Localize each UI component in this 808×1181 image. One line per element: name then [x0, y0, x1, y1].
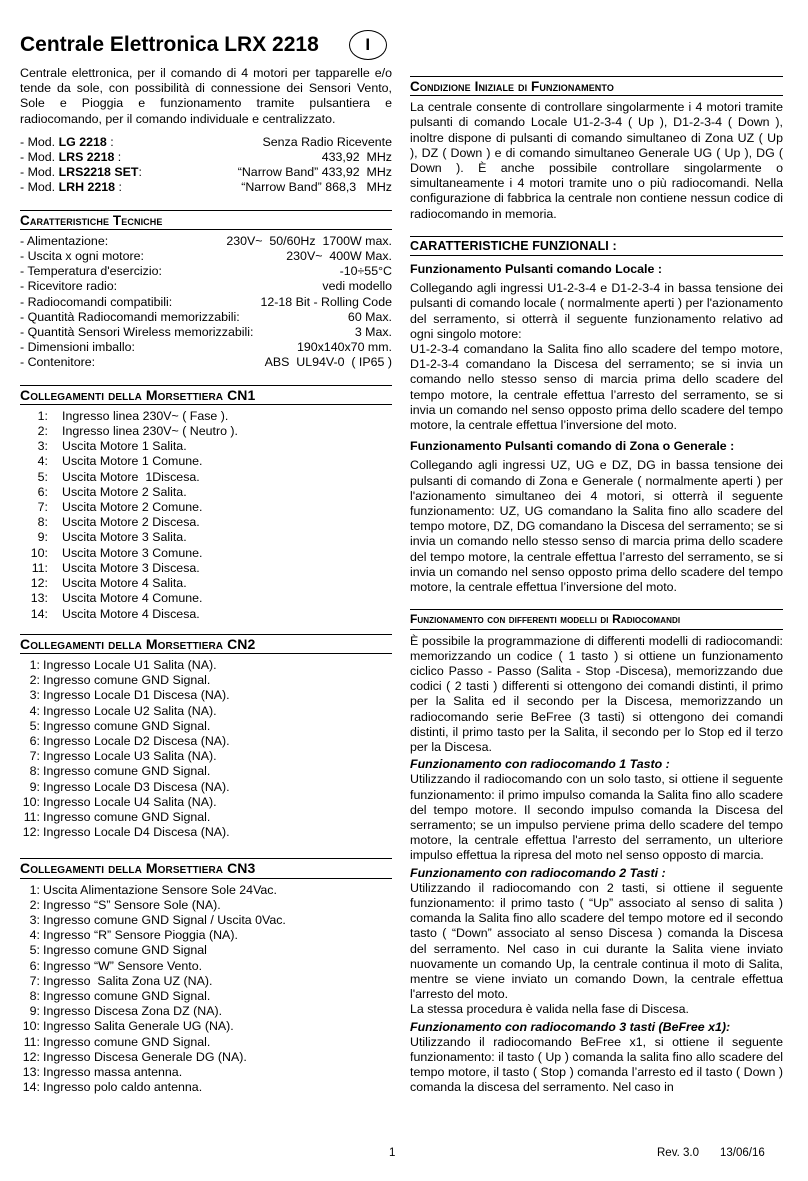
spec-key: - Quantità Sensori Wireless memorizzabili:: [20, 325, 254, 340]
model-description: “Narrow Band” 868,3 MHz: [241, 180, 392, 195]
terminal-description: Uscita Motore 3 Salita.: [62, 530, 187, 545]
terminal-description: Ingresso Locale D2 Discesa (NA).: [43, 733, 230, 748]
terminal-number: 10:: [30, 545, 48, 560]
radio-3-paragraph: Utilizzando il radiocomando BeFree x1, si ottiene il seguente funzionamento: il tasto ( Up ) comanda la salita fino allo scadere del tempo motore, il tasto ( Stop ) comanda l’arresto ed il tasto ( Down ) comanda la discesa del serramento. Nel caso in: [410, 1034, 783, 1095]
terminal-description: Uscita Motore 2 Discesa.: [62, 515, 200, 530]
model-prefix: - Mod.: [20, 180, 59, 195]
terminal-description: Ingresso comune GND Signal.: [43, 988, 211, 1003]
terminal-number: 9:: [29, 779, 40, 794]
terminal-number: 3:: [37, 439, 48, 454]
spec-key: - Dimensioni imballo:: [20, 340, 135, 355]
page-title: [20, 28, 392, 62]
terminal-description: Ingresso Locale U3 Salita (NA).: [43, 749, 217, 764]
spec-row: [20, 249, 392, 264]
cn2-item: [20, 658, 392, 673]
terminal-description: Ingresso comune GND Signal.: [43, 673, 211, 688]
terminal-description: Ingresso Locale U1 Salita (NA).: [43, 657, 217, 672]
terminal-number: 4:: [37, 454, 48, 469]
cn3-item: [20, 883, 392, 898]
terminal-number: 2:: [29, 897, 40, 912]
terminal-description: Ingresso linea 230V~ ( Fase ).: [62, 408, 229, 423]
model-prefix: - Mod.: [20, 150, 59, 165]
cn2-list: [20, 658, 392, 840]
local-title: Funzionamento Pulsanti comando Locale :: [410, 262, 662, 277]
spec-row: [20, 355, 392, 370]
terminal-description: Ingresso comune GND Signal / Uscita 0Vac.: [43, 912, 286, 927]
terminal-number: 8:: [37, 515, 48, 530]
terminal-number: 5:: [37, 469, 48, 484]
terminal-description: Ingresso comune GND Signal.: [43, 718, 211, 733]
cn1-item: [20, 546, 392, 561]
radio-1-title: Funzionamento con radiocomando 1 Tasto :: [410, 757, 670, 772]
spec-row: [20, 295, 392, 310]
model-description: 433,92 MHz: [321, 150, 392, 165]
terminal-number: 7:: [29, 973, 40, 988]
model-row: [20, 150, 392, 165]
terminal-description: Uscita Motore 1 Comune.: [62, 454, 203, 469]
cn2-item: [20, 795, 392, 810]
model-label: [20, 150, 150, 165]
terminal-description: Ingresso Locale D3 Discesa (NA).: [43, 779, 230, 794]
spec-row: [20, 310, 392, 325]
cn3-item: [20, 928, 392, 943]
cn1-item: [20, 439, 392, 454]
revision: Rev. 3.0: [657, 1147, 699, 1159]
model-name: LG 2218: [58, 134, 107, 149]
terminal-description: Uscita Alimentazione Sensore Sole 24Vac.: [43, 882, 277, 897]
spec-row: [20, 325, 392, 340]
terminal-number: 11:: [23, 809, 40, 824]
terminal-number: 12:: [30, 576, 48, 591]
terminal-description: Uscita Motore 4 Salita.: [62, 576, 187, 591]
terminal-number: 6:: [29, 733, 40, 748]
radio-paragraph: È possibile la programmazione di differenti modelli di radiocomandi: memorizzando un codice ( 1 tasto ) si ottiene un funzionamento ciclico Passo - Passo (Salita - Stop -Discesa), memorizzando due codici ( 2 tasti ) differenti si ottengono dei comandi distinti, il primo per la Salita ed il secondo per la Discesa, memorizzando un radiocomando serie BeFree (3 tasti) si ottengono dei comandi distinti, il primo tasto per la Salita, il secondo per lo Stop ed il terzo per la Discesa.: [410, 633, 783, 754]
terminal-number: 7:: [29, 749, 40, 764]
cn2-item: [20, 764, 392, 779]
cn3-item: [20, 1035, 392, 1050]
terminal-description: Ingresso comune GND Signal: [43, 943, 207, 958]
spec-value: 60 Max.: [347, 309, 392, 324]
terminal-number: 11:: [31, 560, 48, 575]
terminal-description: Uscita Motore 2 Comune.: [62, 500, 203, 515]
terminal-description: Ingresso “S” Sensore Sole (NA).: [43, 897, 221, 912]
spec-value: ABS UL94V-0 ( IP65 ): [264, 355, 392, 370]
terminal-description: Uscita Motore 2 Salita.: [62, 484, 187, 499]
title-text: Centrale Elettronica LRX 2218: [20, 33, 319, 57]
spec-row: [20, 279, 392, 294]
section-heading-radio: Funzionamento con differenti modelli di Radiocomandi: [410, 609, 783, 629]
cn3-item: [20, 1080, 392, 1095]
left-column: [20, 28, 392, 1095]
model-row: [20, 165, 392, 180]
terminal-description: Ingresso Locale U4 Salita (NA).: [43, 794, 217, 809]
radio-3-title: Funzionamento con radiocomando 3 tasti (BeFree x1):: [410, 1019, 731, 1034]
condition-paragraph: La centrale consente di controllare singolarmente i 4 motori tramite pulsanti di comando Locale U1-2-3-4 ( Up ), D1-2-3-4 ( Down ), inoltre dispone di pulsanti di comando simultaneo di Zona UZ ( Up ), DZ ( Down ) e di comando simultaneo Generale UG ( Up ), DG ( Down ). È anche possibile controllare singolarmente o simultaneamente i 4 motori tramite uno o più radiocomandi. Nella configurazione di fabbrica la centrale non contiene nessun codice di radiocomando in memoria.: [410, 100, 783, 221]
cn3-item: [20, 943, 392, 958]
cn2-item: [20, 688, 392, 703]
cn1-list: [20, 409, 392, 622]
cn1-item: [20, 409, 392, 424]
terminal-description: Uscita Motore 3 Comune.: [62, 545, 203, 560]
model-prefix: - Mod.: [20, 134, 59, 149]
terminal-number: 14:: [22, 1080, 40, 1095]
section-heading-cn2: Collegamenti della Morsettiera CN2: [20, 634, 392, 654]
cn1-item: [20, 470, 392, 485]
cn1-item: [20, 424, 392, 439]
cn3-item: [20, 974, 392, 989]
terminal-description: Ingresso Locale D4 Discesa (NA).: [43, 825, 230, 840]
cn3-item: [20, 959, 392, 974]
cn3-item: [20, 898, 392, 913]
radio-2-paragraph-2: La stessa procedura è valida nella fase di Discesa.: [410, 1002, 689, 1017]
spec-value: 190x140x70 mm.: [296, 340, 392, 355]
spec-value: 230V~ 400W Max.: [286, 249, 392, 264]
model-suffix: :: [115, 180, 122, 195]
model-row: [20, 180, 392, 195]
cn3-list: [20, 883, 392, 1096]
terminal-description: Ingresso polo caldo antenna.: [43, 1080, 203, 1095]
spec-value: -10÷55°C: [339, 264, 392, 279]
intro-paragraph: Centrale elettronica, per il comando di 4 motori per tapparelle e/o tende da sole, con possibilità di connessione dei Sensori Vento, Sole e Pioggia e funzionamento tramite pulsantiera e radiocomando, per il comando individuale e centralizzato.: [20, 66, 392, 126]
model-description: Senza Radio Ricevente: [262, 134, 392, 149]
page-number: 1: [389, 1147, 396, 1159]
model-suffix: :: [138, 165, 142, 180]
spec-key: - Quantità Radiocomandi memorizzabili:: [20, 309, 240, 324]
terminal-number: 4:: [29, 703, 40, 718]
model-name: LRH 2218: [58, 180, 116, 195]
section-heading-condition: Condizione Iniziale di Funzionamento: [410, 76, 783, 96]
model-prefix: - Mod.: [20, 165, 59, 180]
terminal-description: Ingresso comune GND Signal.: [43, 1034, 211, 1049]
spec-value: 3 Max.: [354, 325, 392, 340]
terminal-number: 1:: [37, 408, 48, 423]
terminal-description: Uscita Motore 1Discesa.: [62, 469, 200, 484]
terminal-number: 12:: [22, 825, 40, 840]
terminal-description: Ingresso Locale U2 Salita (NA).: [43, 703, 217, 718]
terminal-number: 2:: [29, 673, 40, 688]
terminal-number: 7:: [37, 500, 48, 515]
terminal-number: 5:: [29, 943, 40, 958]
cn2-item: [20, 734, 392, 749]
model-suffix: :: [114, 150, 122, 165]
model-name: LRS2218 SET: [58, 165, 139, 180]
spec-row: [20, 234, 392, 249]
cn1-item: [20, 454, 392, 469]
terminal-number: 9:: [37, 530, 48, 545]
terminal-description: Ingresso Discesa Zona DZ (NA).: [43, 1004, 223, 1019]
spec-value: vedi modello: [322, 279, 392, 294]
local-paragraph-2: U1-2-3-4 comandano la Salita fino allo scadere del tempo motore, D1-2-3-4 comandano la Discesa del serramento; se si invia un comando nello stesso senso di marcia prima dello scadere del tempo motore, la centrale effettua l’arresto del serramento, se si invia un comando nel senso opposto prima dello scadere del tempo motore, la centrale effettua l’inversione del moto.: [410, 342, 783, 433]
language-badge: I: [349, 30, 387, 60]
terminal-number: 8:: [29, 988, 40, 1003]
terminal-number: 12:: [22, 1049, 40, 1064]
model-name: LRS 2218: [58, 150, 115, 165]
cn3-item: [20, 913, 392, 928]
terminal-number: 10:: [22, 1019, 40, 1034]
cn1-item: [20, 576, 392, 591]
cn2-item: [20, 704, 392, 719]
cn3-item: [20, 989, 392, 1004]
terminal-description: Ingresso comune GND Signal.: [43, 809, 211, 824]
spec-key: - Contenitore:: [20, 355, 96, 370]
terminal-description: Ingresso Salita Zona UZ (NA).: [43, 973, 213, 988]
section-heading-tech: Caratteristiche Tecniche: [20, 210, 392, 230]
terminal-description: Ingresso linea 230V~ ( Neutro ).: [62, 424, 238, 439]
radio-2-title: Funzionamento con radiocomando 2 Tasti :: [410, 865, 666, 880]
section-heading-cn3: Collegamenti della Morsettiera CN3: [20, 858, 392, 878]
terminal-number: 5:: [29, 718, 40, 733]
tech-specs: [20, 234, 392, 371]
terminal-description: Ingresso “W” Sensore Vento.: [43, 958, 203, 973]
terminal-number: 1:: [29, 657, 40, 672]
terminal-description: Uscita Motore 4 Comune.: [62, 591, 203, 606]
cn3-item: [20, 1065, 392, 1080]
cn2-item: [20, 749, 392, 764]
model-label: [20, 180, 150, 195]
terminal-number: 13:: [22, 1064, 40, 1079]
spec-value: 230V~ 50/60Hz 1700W max.: [226, 233, 392, 248]
spec-key: - Alimentazione:: [20, 233, 109, 248]
spec-value: 12-18 Bit - Rolling Code: [260, 294, 392, 309]
spec-key: - Temperatura d'esercizio:: [20, 264, 162, 279]
model-row: [20, 135, 392, 150]
zone-title: Funzionamento Pulsanti comando di Zona o Generale :: [410, 439, 735, 454]
terminal-number: 3:: [29, 912, 40, 927]
model-suffix: :: [106, 134, 114, 149]
terminal-number: 8:: [29, 764, 40, 779]
cn2-item: [20, 719, 392, 734]
terminal-description: Uscita Motore 1 Salita.: [62, 439, 187, 454]
terminal-number: 4:: [29, 928, 40, 943]
spec-key: - Ricevitore radio:: [20, 279, 118, 294]
radio-1-paragraph: Utilizzando il radiocomando con un solo tasto, si ottiene il seguente funzionamento: il primo impulso comanda la Salita fino allo scadere del tempo motore. Il secondo impulso comanda la Discesa del serramento; se un impulso perviene prima dello scadere del tempo motore, la centrale effettua l'arresto del serramento, un ulteriore impulso effettua la ripresa del moto nel senso opposto di marcia.: [410, 772, 783, 863]
cn1-item: [20, 607, 392, 622]
terminal-number: 6:: [37, 484, 48, 499]
cn1-item: [20, 530, 392, 545]
cn3-item: [20, 1019, 392, 1034]
model-description: “Narrow Band” 433,92 MHz: [237, 165, 392, 180]
terminal-description: Ingresso massa antenna.: [43, 1064, 183, 1079]
section-heading-cn1: Collegamenti della Morsettiera CN1: [20, 385, 392, 405]
terminal-number: 1:: [29, 882, 40, 897]
terminal-description: Ingresso “R” Sensore Pioggia (NA).: [43, 928, 238, 943]
terminal-description: Ingresso comune GND Signal.: [43, 764, 211, 779]
spec-key: - Uscita x ogni motore:: [20, 249, 144, 264]
model-label: [20, 165, 150, 180]
spec-row: [20, 264, 392, 279]
terminal-description: Uscita Motore 4 Discesa.: [62, 606, 200, 621]
cn2-item: [20, 780, 392, 795]
cn2-item: [20, 825, 392, 840]
radio-2-paragraph: Utilizzando il radiocomando con 2 tasti, si ottiene il seguente funzionamento: il primo tasto ( “Up” associato al senso di salita ) comanda la Salita fino allo scadere del tempo motore ed il secondo tasto ( “Down” associato al senso Discesa ) comanda la Discesa del serramento. Nel caso in cui durante la Salita viene inviato nuovamente un comando Up, la centrale continua il moto di Salita, mentre se viene inviato un comando Down, la centrale effettua l'arresto del moto.: [410, 880, 783, 1002]
terminal-description: Uscita Motore 3 Discesa.: [62, 560, 200, 575]
revision-date: 13/06/16: [720, 1147, 765, 1159]
spec-key: - Radiocomandi compatibili:: [20, 294, 173, 309]
cn1-item: [20, 591, 392, 606]
terminal-number: 2:: [37, 424, 48, 439]
terminal-description: Ingresso Locale D1 Discesa (NA).: [43, 688, 230, 703]
model-label: [20, 135, 150, 150]
right-column: [410, 76, 783, 1096]
terminal-number: 11:: [23, 1034, 40, 1049]
model-list: [20, 135, 392, 196]
terminal-number: 13:: [30, 591, 48, 606]
terminal-description: Ingresso Salita Generale UG (NA).: [43, 1019, 234, 1034]
terminal-number: 9:: [29, 1004, 40, 1019]
terminal-number: 3:: [29, 688, 40, 703]
cn1-item: [20, 561, 392, 576]
zone-paragraph: Collegando agli ingressi UZ, UG e DZ, DG in bassa tensione dei pulsanti di comando di Zona e Generale ( normalmente aperti ) per l'azionamento simultaneo dei 4 motori, si otterrà il seguente funzionamento: UZ, UG comandano la Salita fino allo scadere del tempo motore, DZ, DG comandano la Discesa del serramento; se si invia un comando nello stesso senso di marcia prima dello scadere del tempo motore, la centrale effettua l’arresto del serramento, se si invia un comando nel senso opposto prima dello scadere del tempo motore, la centrale effettua l’inversione del moto.: [410, 458, 783, 595]
terminal-number: 14:: [30, 606, 48, 621]
cn3-item: [20, 1050, 392, 1065]
local-paragraph-1: Collegando agli ingressi U1-2-3-4 e D1-2-3-4 in bassa tensione dei pulsanti di comando locale ( normalmente aperti ) per l'azionamento del serramento, si otterrà il seguente funzionamento relativo ad ogni singolo motore:: [410, 281, 783, 341]
cn1-item: [20, 485, 392, 500]
cn2-item: [20, 673, 392, 688]
terminal-description: Ingresso Discesa Generale DG (NA).: [43, 1049, 247, 1064]
cn2-item: [20, 810, 392, 825]
terminal-number: 10:: [22, 794, 40, 809]
cn3-item: [20, 1004, 392, 1019]
section-heading-functional: CARATTERISTICHE FUNZIONALI :: [410, 236, 783, 256]
terminal-number: 6:: [29, 958, 40, 973]
cn1-item: [20, 500, 392, 515]
spec-row: [20, 340, 392, 355]
cn1-item: [20, 515, 392, 530]
